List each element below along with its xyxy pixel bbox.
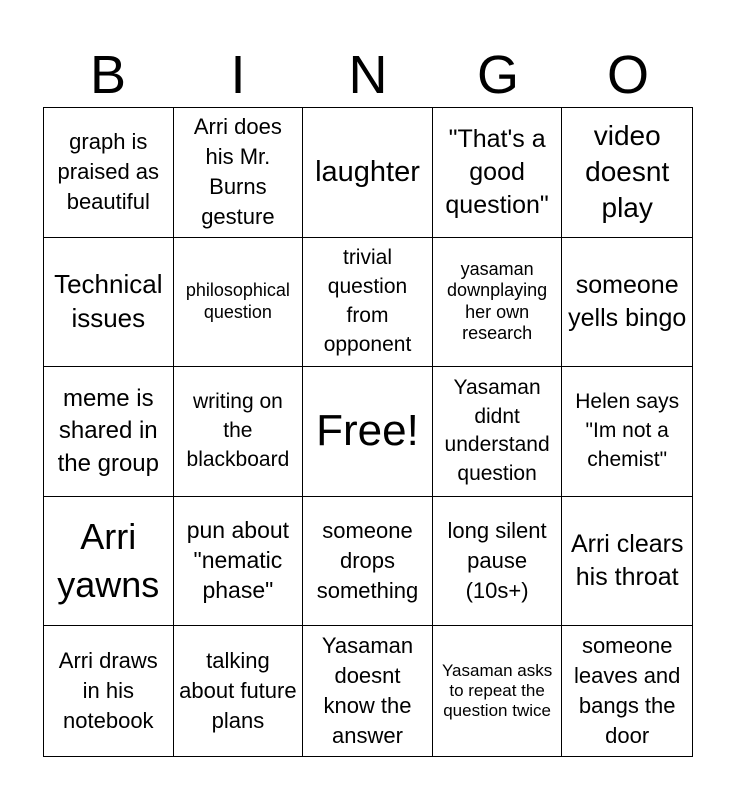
bingo-cell-r1-c5[interactable] bbox=[562, 108, 692, 238]
cell-text: meme is shared in the group bbox=[57, 384, 159, 477]
header-letter-n: N bbox=[348, 45, 388, 105]
cell-text: trivial question from opponent bbox=[323, 245, 412, 356]
cell-text: Yasaman doesnt know the answer bbox=[321, 633, 414, 749]
bingo-cell-r3-c5[interactable] bbox=[562, 367, 692, 497]
cell-text: philosophical question bbox=[185, 280, 290, 322]
bingo-cell-r1-c3[interactable] bbox=[303, 108, 433, 238]
bingo-cell-r5-c3[interactable] bbox=[303, 626, 433, 756]
bingo-cell-r2-c1[interactable] bbox=[44, 238, 174, 368]
cell-text: someone drops something bbox=[316, 518, 419, 604]
cell-text: pun about "nematic phase" bbox=[186, 517, 290, 604]
cell-text: someone yells bingo bbox=[568, 270, 687, 332]
bingo-cell-r3-c3-free[interactable] bbox=[303, 367, 433, 497]
bingo-cell-r2-c3[interactable] bbox=[303, 238, 433, 368]
cell-text: Arri draws in his notebook bbox=[58, 648, 158, 734]
cell-text: yasaman downplaying her own research bbox=[447, 258, 548, 344]
cell-text: Arri yawns bbox=[57, 515, 160, 606]
cell-text: talking about future plans bbox=[179, 648, 297, 734]
cell-text: Arri does his Mr. Burns gesture bbox=[193, 114, 282, 230]
bingo-cell-r5-c1[interactable] bbox=[44, 626, 174, 756]
bingo-cell-r5-c5[interactable] bbox=[562, 626, 692, 756]
free-space-text: Free! bbox=[316, 406, 419, 456]
cell-text: video doesnt play bbox=[585, 119, 670, 224]
cell-text: Yasaman didnt understand question bbox=[444, 375, 550, 486]
bingo-cell-r2-c2[interactable] bbox=[174, 238, 304, 368]
bingo-cell-r4-c3[interactable] bbox=[303, 497, 433, 627]
bingo-cell-r4-c5[interactable] bbox=[562, 497, 692, 627]
cell-text: long silent pause (10s+) bbox=[447, 518, 547, 604]
header-letter-g: G bbox=[476, 45, 519, 105]
bingo-cell-r5-c2[interactable] bbox=[174, 626, 304, 756]
cell-text: Arri clears his throat bbox=[570, 530, 684, 592]
bingo-cell-r4-c1[interactable] bbox=[44, 497, 174, 627]
bingo-card bbox=[43, 107, 693, 757]
bingo-cell-r4-c4[interactable] bbox=[433, 497, 563, 627]
bingo-cell-r5-c4[interactable] bbox=[433, 626, 563, 756]
bingo-cell-r3-c4[interactable] bbox=[433, 367, 563, 497]
header-letter-b: B bbox=[89, 45, 127, 105]
cell-text: Technical issues bbox=[54, 269, 163, 333]
cell-text: writing on the blackboard bbox=[186, 390, 290, 471]
bingo-cell-r4-c2[interactable] bbox=[174, 497, 304, 627]
bingo-cell-r2-c5[interactable] bbox=[562, 238, 692, 368]
bingo-cell-r1-c2[interactable] bbox=[174, 108, 304, 238]
cell-text: "That's a good question" bbox=[445, 124, 549, 219]
cell-text: someone leaves and bangs the door bbox=[573, 633, 681, 749]
bingo-cell-r3-c2[interactable] bbox=[174, 367, 304, 497]
bingo-cell-r3-c1[interactable] bbox=[44, 367, 174, 497]
cell-text: graph is praised as beautiful bbox=[57, 129, 160, 215]
bingo-cell-r1-c1[interactable] bbox=[44, 108, 174, 238]
header-letter-o: O bbox=[606, 45, 649, 105]
bingo-cell-r1-c4[interactable] bbox=[433, 108, 563, 238]
cell-text: Helen says "Im not a chemist" bbox=[575, 390, 680, 471]
header-letter-i: I bbox=[230, 45, 246, 105]
cell-text: laughter bbox=[315, 155, 420, 188]
cell-text: Yasaman asks to repeat the question twice bbox=[441, 660, 553, 721]
bingo-cell-r2-c4[interactable] bbox=[433, 238, 563, 368]
bingo-header bbox=[43, 44, 693, 106]
